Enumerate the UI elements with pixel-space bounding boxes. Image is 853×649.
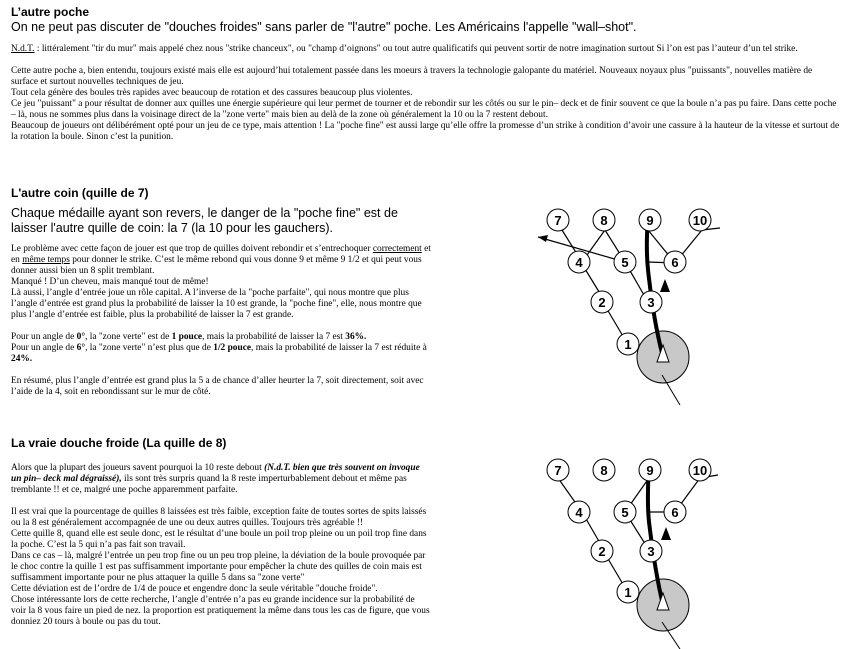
pin-10 [689,209,711,231]
svg-text:9: 9 [646,213,654,228]
paragraph: Beaucoup de joueurs ont délibérément opté pour un jeu de ce type, mais attention ! La "poche fine" est aussi large qu’elle offre la promesse d’un strike à condition d’avoir une cassure à la hauteur de la vitesse et surtout de la rotation la boule. Sinon c’est la punition. [11,121,840,142]
pin-8 [593,209,615,231]
translator-note [11,44,841,55]
section1-body [11,44,841,143]
svg-text:1: 1 [624,337,632,352]
paragraph: Tout cela génère des boules très rapides avec beaucoup de rotation et des cassures beaucoup plus violentes. [11,88,413,98]
svg-text:8: 8 [600,463,608,478]
section3-body [11,463,431,628]
pin-diagram-7 [530,200,720,410]
probability-value: 36%. [345,332,367,342]
note-label: N.d.T. [11,44,35,54]
arrow-head [661,527,671,540]
section1-lead: On ne peut pas discuter de "douches froides" sans parler de "l'autre" poche. Les Américains l'appelle "wall–shot". [11,20,637,34]
svg-text:6: 6 [671,505,679,520]
zone-value: 1/2 pouce [213,343,252,353]
text: , mais la probabilité de laisser la 7 est réduite à [251,343,427,353]
svg-text:10: 10 [692,463,708,478]
text: et en [11,244,431,265]
section2-lead: Chaque médaille ayant son revers, le danger de la "poche fine" est de laisser l'autre quille de coin: la 7 (la 10 pour les gauchers). [11,206,398,235]
paragraph: Ce jeu "puissant" a pour résultat de donner aux quilles une énergie supérieure qui leur permet de tourner et de rebondir sur les côtés ou sur le pin– deck et de finir souvent ce que la boule n’a pas pu faire. Dans cette poche – là, nous ne sommes plus dans la voisinage direct de la "zone verte" mais bien au delà de la zone où généralement la 10 ou la 7 restent debout. [11,99,837,120]
svg-text:7: 7 [554,463,562,478]
svg-text:4: 4 [575,255,583,270]
paragraph: Chose intéressante lors de cette recherche, l’angle d’entrée n’a pas eu grande incidence sur la probabilité de voir la 8 vous faire un pied de nez. la proportion est pratiquement la même dans tous les cas de figure, que vous donniez 20 tours à boule ou pas du tout. [11,595,430,627]
paragraph: Cette autre poche a, bien entendu, toujours existé mais elle est aujourd’hui totalement passée dans les moeurs à travers la technologie galopante du matériel. Nouveaux noyaux plus "puissants", nouvelles matière de surface et surtout nouvelles techniques de jeu. [11,66,813,87]
pin-3 [640,540,662,562]
text: ils sont très surpris quand la 8 reste imperturbablement debout et même pas tremblante !! et ce, malgré une poche apparemment parfaite. [11,474,407,495]
pin-5 [614,501,636,523]
arrow-head [660,279,670,292]
svg-text:1: 1 [624,585,632,600]
paragraph: Cette déviation est de l’ordre de 1/4 de pouce et engendre donc la seule véritable "douche froide". [11,584,378,594]
pin-2 [591,291,613,313]
paragraph: En résumé, plus l’angle d’entrée est grand plus la 5 a de chance d’aller heurter la 7, soit directement, soit avec l’aide de la 4, soit en rebondissant sur le mur de côté. [11,376,424,397]
angle-value: 0° [76,332,86,342]
paragraph: Manqué ! D’un cheveu, mais manqué tout de même! [11,277,209,287]
pin-5 [614,251,636,273]
paragraph [11,244,431,277]
section3-title: La vraie douche froide (La quille de 8) [11,436,227,450]
pin-8 [593,459,615,481]
svg-text:8: 8 [600,213,608,228]
svg-text:5: 5 [621,505,629,520]
svg-text:7: 7 [554,213,562,228]
paragraph: Il est vrai que la pourcentage de quilles 8 laissées est très faible, exception faite de toutes sortes de spits laissés ou la 8 est généralement accompagnée de une ou deux autres quilles. Toujours très agréable !! [11,507,427,528]
pin-4 [568,251,590,273]
paragraph [11,463,431,496]
svg-text:5: 5 [621,255,629,270]
underlined-text: correctement [372,244,422,254]
underlined-text: même temps [22,255,70,265]
pin-diagram-8 [530,450,720,649]
svg-text:4: 4 [575,505,583,520]
pin-2 [591,540,613,562]
text: Le problème avec cette façon de jouer est que trop de quilles doivent rebondir et s’entrechoquer [11,244,373,254]
svg-text:3: 3 [647,544,655,559]
angle-value: 6° [76,343,86,353]
pin-7 [547,459,569,481]
pin-1 [617,333,639,355]
pin-6 [664,501,686,523]
pin-10 [689,459,711,481]
svg-text:2: 2 [598,295,606,310]
stat-line [11,332,431,343]
pin-7 [547,209,569,231]
text: , la "zone verte" n’est plus que de [85,343,214,353]
section1-title: L’autre poche [11,5,90,19]
probability-value: 24%. [11,354,33,364]
stat-line [11,343,431,365]
svg-text:10: 10 [692,213,708,228]
paragraph: Là aussi, l’angle d’entrée joue un rôle capital. A l’inverse de la "poche parfaite", qui nous montre que plus l’angle d’entrée est grand plus la probabilité de laisser la 10 est grande, la "poche fine", elle, nous montre que plus l’angle d’entrée est faible, plus la probabilité de laisser la 7 est grande. [11,288,422,320]
svg-text:3: 3 [647,295,655,310]
translator-note-inline: (N.d.T. bien que très souvent on invoque un pin– deck mal dégraissé), [11,463,420,484]
text: , la "zone verte" est de [85,332,172,342]
svg-text:6: 6 [671,255,679,270]
svg-text:9: 9 [646,463,654,478]
section2-title: L'autre coin (quille de 7) [11,186,149,200]
pin-3 [640,291,662,313]
pin-1 [617,581,639,603]
text: pour donner le strike. C’est le même rebond qui vous donne 9 et même 9 1/2 et qui peut vous donner aussi bien un 8 split tremblant. [11,255,422,276]
note-text: : littéralement "tir du mur" mais appelé chez nous "strike chanceux", ou "champ d’oignons" ou tout autre qualificatifs qui peuvent sortir de notre imagination surtout Si l’on est pas l’auteur d’un tel strike. [34,44,798,54]
text: Pour un angle de [11,332,77,342]
section2-body [11,244,431,398]
text: Pour un angle de [11,343,77,353]
pin-9 [639,459,661,481]
pin-4 [568,501,590,523]
text: Alors que la plupart des joueurs savent pourquoi la 10 reste debout [11,463,265,473]
text: , mais la probabilité de laisser la 7 est [202,332,346,342]
pin-9 [639,209,661,231]
zone-value: 1 pouce [171,332,203,342]
pin-6 [664,251,686,273]
paragraph: Dans ce cas – là, malgré l’entrée un peu trop fine ou un peu trop pleine, la déviation de la boule provoquée par le choc contre la quille 1 est pas suffisamment importante pour empêcher la chute des quilles de coin mais est suffisamment importante pour ne plus attaquer la quille 5 dans sa "zone verte" [11,551,426,583]
arrow-head [538,235,548,242]
paragraph: Cette quille 8, quand elle est seule donc, est le résultat d’une boule un poil trop pleine ou un poil trop fine dans la poche. C’est la 5 qui n’a pas fait son travail. [11,529,427,550]
svg-text:2: 2 [598,544,606,559]
